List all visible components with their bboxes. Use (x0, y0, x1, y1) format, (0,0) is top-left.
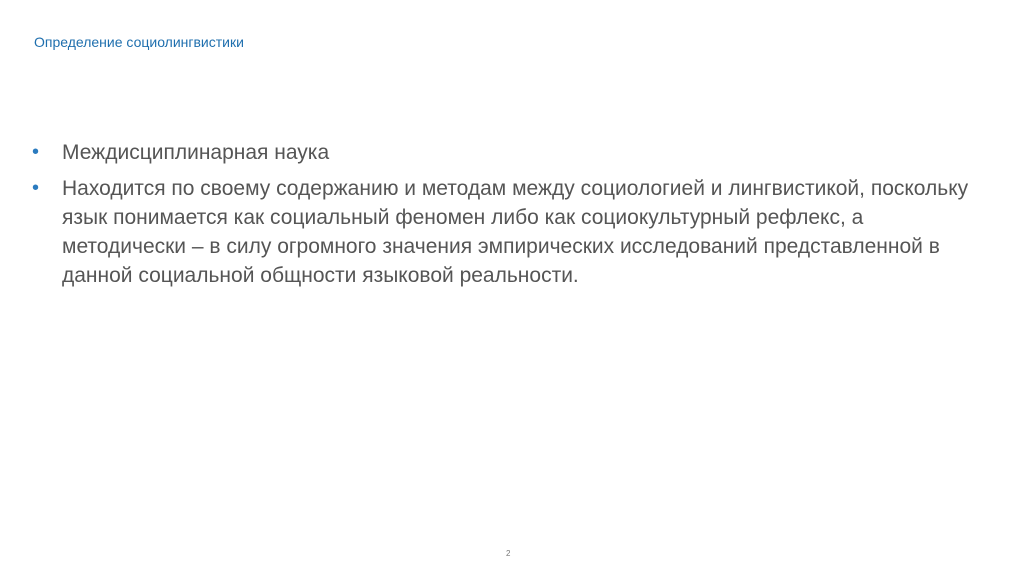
bullet-list (32, 138, 992, 297)
bullet-text: Находится по своему содержанию и методам между социологией и лингвистикой, поскольку язык понимается как социальный феномен либо как социокультурный рефлекс, а методически – в силу огромного значения эмпирических исследований представленной в данной социальной общности языковой реальности. (62, 177, 969, 287)
bullet-text: Междисциплинарная наука (62, 141, 330, 164)
slide-title: Определение социолингвистики (34, 34, 244, 50)
bullet-marker: • (32, 141, 40, 163)
page-number: 2 (506, 549, 511, 558)
bullet-item (32, 174, 992, 290)
bullet-marker: • (32, 177, 40, 199)
bullet-item (32, 138, 992, 167)
